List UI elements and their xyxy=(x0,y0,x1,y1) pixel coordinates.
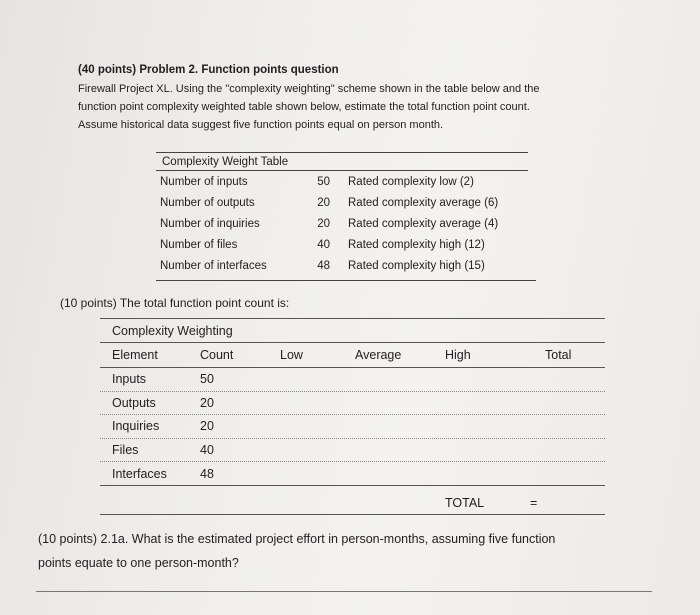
table-row xyxy=(100,462,605,485)
table-row xyxy=(100,439,605,462)
row-count: 20 xyxy=(317,217,330,230)
row-element: Inquiries xyxy=(112,419,160,434)
problem-text-line: Assume historical data suggest five function points equal on person month. xyxy=(78,119,444,131)
question-1: (10 points) The total function point count is: xyxy=(60,296,290,310)
problem-header xyxy=(78,64,658,134)
row-element: Inputs xyxy=(112,372,147,387)
fp-header-row xyxy=(100,343,605,367)
table-row xyxy=(100,368,605,391)
header-element: Element xyxy=(112,348,158,362)
table-row xyxy=(156,213,528,234)
function-point-table xyxy=(100,318,605,515)
fp-table-caption: Complexity Weighting xyxy=(112,324,233,338)
row-count: 48 xyxy=(317,259,330,272)
row-count: 50 xyxy=(317,175,330,188)
problem-text-line: Firewall Project XL. Using the "complexity weighting" scheme shown in the table below and the xyxy=(78,83,540,95)
row-element: Outputs xyxy=(112,395,156,410)
row-count: 50 xyxy=(200,372,214,387)
row-count: 40 xyxy=(200,443,214,458)
row-count: 40 xyxy=(317,238,330,251)
row-name: Number of inputs xyxy=(160,175,248,188)
row-name: Number of outputs xyxy=(160,196,255,209)
header-total: Total xyxy=(545,348,572,362)
table-row xyxy=(156,192,528,213)
row-rating: Rated complexity average (4) xyxy=(348,217,499,230)
question-2-line: (10 points) 2.1a. What is the estimated project effort in person-months, assuming five function xyxy=(38,532,556,546)
total-row xyxy=(100,492,605,514)
table-rule xyxy=(100,485,605,486)
table-rule xyxy=(100,514,605,515)
row-rating: Rated complexity high (12) xyxy=(348,238,485,251)
table-rule xyxy=(156,280,536,281)
row-name: Number of interfaces xyxy=(160,259,267,272)
table-row xyxy=(156,255,528,276)
table-row xyxy=(156,234,528,255)
row-element: Files xyxy=(112,443,139,458)
row-count: 48 xyxy=(200,466,214,481)
equals-sign: = xyxy=(530,495,538,510)
header-low: Low xyxy=(280,348,303,362)
row-element: Interfaces xyxy=(112,466,167,481)
header-average: Average xyxy=(355,348,402,362)
table-row xyxy=(156,171,528,192)
total-label: TOTAL xyxy=(445,495,485,510)
table-row xyxy=(100,392,605,415)
row-rating: Rated complexity average (6) xyxy=(348,196,499,209)
row-count: 20 xyxy=(200,395,214,410)
complexity-table-caption: Complexity Weight Table xyxy=(162,156,289,168)
table-row xyxy=(100,415,605,438)
problem-title: (40 points) Problem 2. Function points question xyxy=(78,64,339,76)
question-2-line: points equate to one person-month? xyxy=(38,556,239,570)
row-rating: Rated complexity low (2) xyxy=(348,175,474,188)
answer-line xyxy=(36,591,652,592)
header-high: High xyxy=(445,348,471,362)
row-count: 20 xyxy=(317,196,330,209)
row-rating: Rated complexity high (15) xyxy=(348,259,485,272)
row-name: Number of files xyxy=(160,238,238,251)
row-count: 20 xyxy=(200,419,214,434)
row-name: Number of inquiries xyxy=(160,217,260,230)
question-2 xyxy=(38,527,668,575)
problem-text-line: function point complexity weighted table shown below, estimate the total function point count. xyxy=(78,101,530,113)
complexity-weight-table xyxy=(156,152,528,281)
header-count: Count xyxy=(200,348,234,362)
